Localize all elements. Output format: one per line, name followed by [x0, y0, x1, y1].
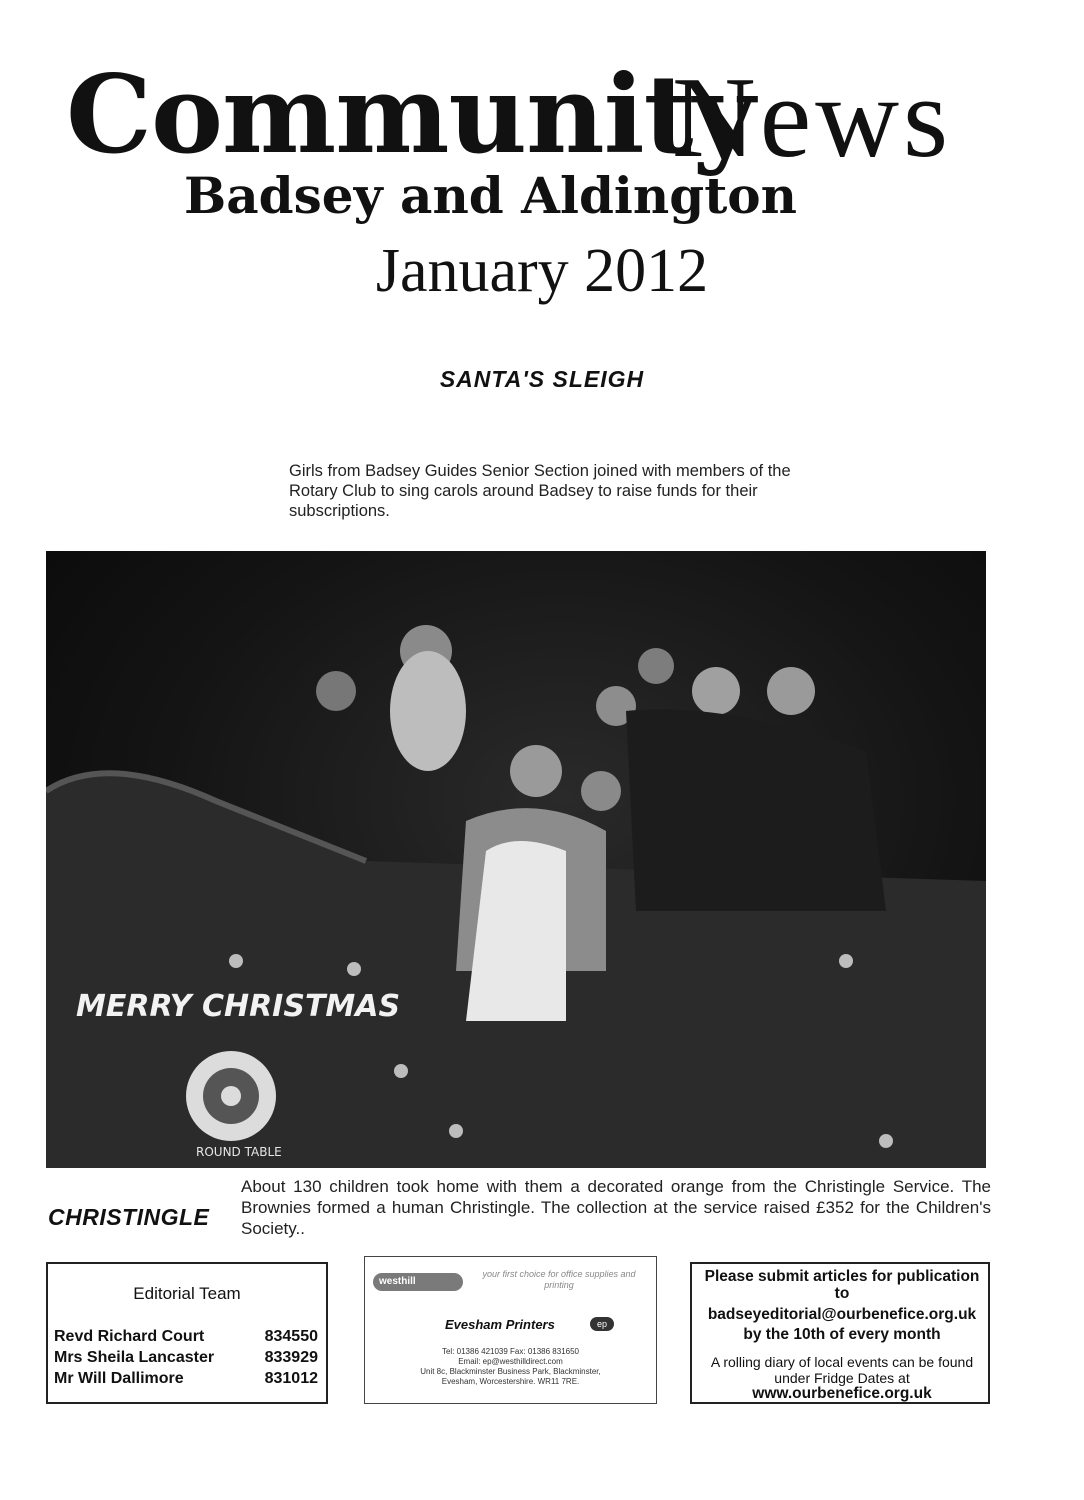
editorial-team-box: [46, 1262, 328, 1404]
advert-contact: [365, 1347, 656, 1387]
website-link[interactable]: www.ourbenefice.org.uk: [752, 1385, 932, 1402]
santa-beard: [390, 651, 466, 771]
printer-advert: [364, 1256, 657, 1404]
advert-address: Unit 8c, Blackminster Business Park, Blackminster,: [420, 1367, 601, 1376]
advert-address-2: Evesham, Worcestershire. WR11 7RE.: [441, 1377, 580, 1386]
masthead-title-news: News: [672, 54, 953, 182]
advert-tagline: your first choice for office supplies and printing: [482, 1269, 636, 1290]
submission-box: [690, 1262, 990, 1404]
christingle-text: About 130 children took home with them a decorated orange from the Christingle Service. The Brownies formed a human Christingle. The collection at the service raised £352 for the Children's Society..: [241, 1177, 991, 1238]
figure-head: [581, 771, 621, 811]
figure-head: [316, 671, 356, 711]
fridge-dates-note: A rolling diary of local events can be found under Fridge Dates at: [710, 1354, 974, 1386]
lead-headline: SANTA'S SLEIGH: [439, 366, 645, 392]
lead-paragraph: Girls from Badsey Guides Senior Section joined with members of the Rotary Club to sing carols around Badsey to raise funds for their subscriptions.: [289, 462, 791, 520]
editorial-member: [54, 1347, 318, 1368]
masthead-subtitle: Badsey and Aldington: [184, 166, 798, 225]
submission-deadline: by the 10th of every month: [743, 1326, 941, 1343]
photo-illustration: [46, 551, 986, 1168]
member-name: Mrs Sheila Lancaster: [54, 1349, 215, 1366]
masthead: [0, 40, 1084, 240]
member-phone: 834550: [264, 1328, 318, 1345]
member-name: Mr Will Dallimore: [54, 1370, 184, 1387]
advert-phone: Tel: 01386 421039 Fax: 01386 831650: [441, 1347, 579, 1356]
editorial-list: [54, 1326, 318, 1389]
submission-title: Please submit articles for publication to: [704, 1268, 980, 1302]
member-phone: 833929: [264, 1349, 318, 1366]
masthead-title-community: Community: [66, 52, 755, 178]
badge-text: ROUND TABLE: [196, 1145, 282, 1159]
westhill-logo: westhill: [373, 1273, 463, 1291]
group-bodies: [626, 709, 886, 911]
member-phone: 831012: [264, 1370, 318, 1387]
photo-banner: MERRY CHRISTMAS: [76, 989, 401, 1024]
christingle-label: CHRISTINGLE: [48, 1204, 210, 1230]
advert-name: Evesham Printers: [445, 1317, 555, 1332]
editorial-member: [54, 1326, 318, 1347]
figure-head: [767, 667, 815, 715]
advert-email: Email: ep@westhilldirect.com: [458, 1357, 563, 1366]
figure-head: [638, 648, 674, 684]
figure-head: [510, 745, 562, 797]
editorial-member: [54, 1368, 318, 1389]
santa-sleigh-photo: [46, 551, 986, 1168]
submission-email[interactable]: badseyeditorial@ourbenefice.org.uk: [707, 1306, 977, 1323]
member-name: Revd Richard Court: [54, 1328, 205, 1345]
issue-date: January 2012: [375, 237, 709, 305]
figure-head: [692, 667, 740, 715]
editorial-title: Editorial Team: [133, 1284, 241, 1303]
ep-logo-icon: ep: [590, 1317, 614, 1331]
